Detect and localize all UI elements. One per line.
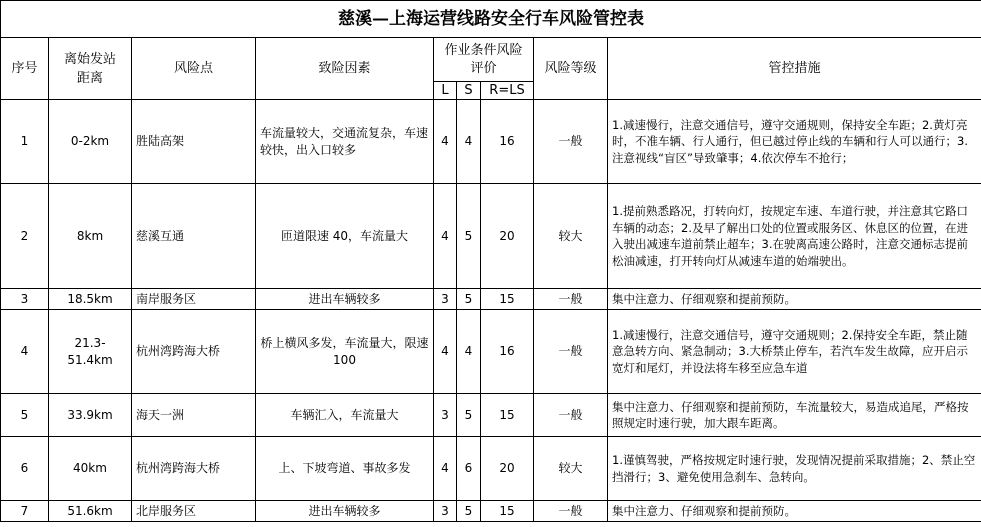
row-risk-point: 杭州湾跨海大桥 bbox=[132, 310, 256, 394]
row-cause: 进出车辆较多 bbox=[256, 501, 434, 522]
row-S: 4 bbox=[457, 310, 481, 394]
row-measures: 集中注意力、仔细观察和提前预防，车流量较大，易造成追尾，严格按照规定时速行驶，加大跟车距离。 bbox=[608, 394, 981, 437]
row-L: 4 bbox=[434, 184, 457, 289]
row-measures: 集中注意力、仔细观察和提前预防。 bbox=[608, 501, 981, 522]
row-distance: 51.6km bbox=[49, 501, 132, 522]
row-level: 一般 bbox=[534, 501, 608, 522]
row-L: 4 bbox=[434, 100, 457, 184]
row-S: 5 bbox=[457, 501, 481, 522]
row-distance: 18.5km bbox=[49, 289, 132, 310]
table-row bbox=[1, 310, 981, 394]
header-distance: 离始发站距离 bbox=[49, 38, 132, 100]
row-risk-point: 南岸服务区 bbox=[132, 289, 256, 310]
row-level: 较大 bbox=[534, 437, 608, 501]
row-distance: 33.9km bbox=[49, 394, 132, 437]
table-row bbox=[1, 100, 981, 184]
row-risk-point: 海天一洲 bbox=[132, 394, 256, 437]
row-R: 20 bbox=[481, 184, 534, 289]
row-level: 较大 bbox=[534, 184, 608, 289]
row-index: 5 bbox=[1, 394, 49, 437]
row-S: 6 bbox=[457, 437, 481, 501]
header-level: 风险等级 bbox=[534, 38, 608, 100]
header-L: L bbox=[434, 82, 457, 100]
row-risk-point: 杭州湾跨海大桥 bbox=[132, 437, 256, 501]
row-S: 5 bbox=[457, 289, 481, 310]
row-L: 4 bbox=[434, 310, 457, 394]
row-R: 16 bbox=[481, 100, 534, 184]
row-level: 一般 bbox=[534, 100, 608, 184]
header-measures: 管控措施 bbox=[608, 38, 981, 100]
row-index: 7 bbox=[1, 501, 49, 522]
row-R: 15 bbox=[481, 501, 534, 522]
row-L: 4 bbox=[434, 437, 457, 501]
table-row bbox=[1, 289, 981, 310]
row-index: 6 bbox=[1, 437, 49, 501]
row-index: 2 bbox=[1, 184, 49, 289]
row-cause: 进出车辆较多 bbox=[256, 289, 434, 310]
table-row bbox=[1, 184, 981, 289]
header-index: 序号 bbox=[1, 38, 49, 100]
row-cause: 匝道限速 40，车流量大 bbox=[256, 184, 434, 289]
row-measures: 1.减速慢行，注意交通信号，遵守交通规则；2.保持安全车距，禁止随意急转方向、紧急制动；3.大桥禁止停车，若汽车发生故障，应开启示宽灯和尾灯，并设法将车移至应急车道 bbox=[608, 310, 981, 394]
row-distance: 21.3-51.4km bbox=[49, 310, 132, 394]
row-measures: 集中注意力、仔细观察和提前预防。 bbox=[608, 289, 981, 310]
row-distance: 8km bbox=[49, 184, 132, 289]
row-measures: 1.提前熟悉路况，打转向灯，按规定车速、车道行驶，并注意其它路口车辆的动态；2.及早了解出口处的位置或服务区、休息区的位置，在进入驶出减速车道前禁止超车；3.在驶离高速公路时，注意交通标志提前松油减速，打开转向灯从减速车道的始端驶出。 bbox=[608, 184, 981, 289]
row-L: 3 bbox=[434, 394, 457, 437]
row-distance: 40km bbox=[49, 437, 132, 501]
row-S: 4 bbox=[457, 100, 481, 184]
header-R: R=LS bbox=[481, 82, 534, 100]
row-S: 5 bbox=[457, 394, 481, 437]
row-measures: 1.减速慢行，注意交通信号，遵守交通规则，保持安全车距；2.黄灯亮时，不准车辆、行人通行，但已越过停止线的车辆和行人可以通行；3.注意视线“盲区”导致肇事；4.依次停车不抢行； bbox=[608, 100, 981, 184]
row-index: 1 bbox=[1, 100, 49, 184]
header-condition: 作业条件风险评价 bbox=[434, 38, 534, 82]
table-row bbox=[1, 501, 981, 522]
header-cause: 致险因素 bbox=[256, 38, 434, 100]
row-risk-point: 北岸服务区 bbox=[132, 501, 256, 522]
row-level: 一般 bbox=[534, 394, 608, 437]
row-cause: 上、下坡弯道、事故多发 bbox=[256, 437, 434, 501]
row-cause: 车辆汇入，车流量大 bbox=[256, 394, 434, 437]
row-cause: 桥上横风多发，车流量大，限速 100 bbox=[256, 310, 434, 394]
table-row bbox=[1, 394, 981, 437]
row-cause: 车流量较大，交通流复杂，车速较快，出入口较多 bbox=[256, 100, 434, 184]
row-S: 5 bbox=[457, 184, 481, 289]
row-R: 15 bbox=[481, 289, 534, 310]
row-L: 3 bbox=[434, 501, 457, 522]
row-risk-point: 慈溪互通 bbox=[132, 184, 256, 289]
row-R: 20 bbox=[481, 437, 534, 501]
row-level: 一般 bbox=[534, 289, 608, 310]
row-R: 16 bbox=[481, 310, 534, 394]
row-level: 一般 bbox=[534, 310, 608, 394]
row-measures: 1.谨慎驾驶，严格按规定时速行驶，发现情况提前采取措施；2、禁止空挡滑行；3、避免使用急刹车、急转向。 bbox=[608, 437, 981, 501]
header-S: S bbox=[457, 82, 481, 100]
row-index: 4 bbox=[1, 310, 49, 394]
row-index: 3 bbox=[1, 289, 49, 310]
row-R: 15 bbox=[481, 394, 534, 437]
table-title: 慈溪—上海运营线路安全行车风险管控表 bbox=[1, 1, 981, 38]
row-L: 3 bbox=[434, 289, 457, 310]
row-risk-point: 胜陆高架 bbox=[132, 100, 256, 184]
header-risk-point: 风险点 bbox=[132, 38, 256, 100]
row-distance: 0-2km bbox=[49, 100, 132, 184]
table-row bbox=[1, 437, 981, 501]
